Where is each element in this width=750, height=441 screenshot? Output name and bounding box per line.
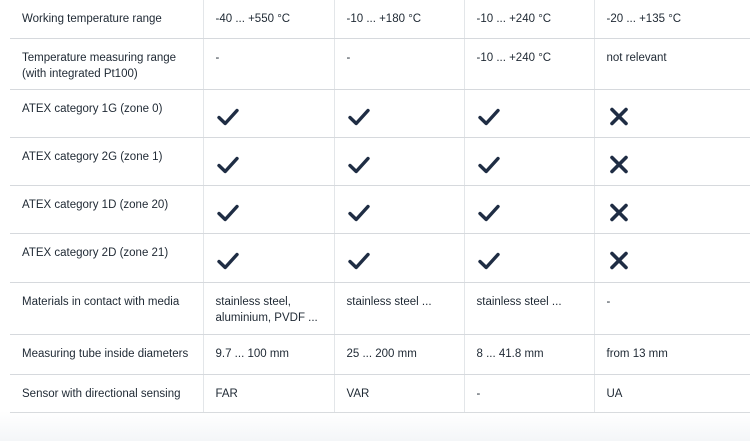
row-label: ATEX category 1G (zone 0): [10, 89, 203, 137]
table-cell: [203, 185, 334, 233]
table-cell: FAR: [203, 374, 334, 412]
check-icon: [347, 202, 371, 224]
row-label: Measuring tube inside diameters: [10, 334, 203, 374]
table-cell: [334, 233, 464, 282]
check-icon: [216, 250, 240, 272]
bottom-fade: [0, 411, 750, 441]
table-row-atex-1d: [10, 185, 750, 233]
row-label: Working temperature range: [10, 0, 203, 38]
table-row-measuring-tube-diameters: [10, 334, 750, 374]
table-cell: [594, 89, 750, 137]
table-cell: -: [203, 38, 334, 89]
check-icon: [347, 250, 371, 272]
table-cell: [203, 89, 334, 137]
row-label: Temperature measuring range (with integrated Pt100): [10, 38, 203, 89]
row-label: Materials in contact with media: [10, 282, 203, 334]
table-cell: 8 ... 41.8 mm: [464, 334, 594, 374]
cross-icon: [607, 250, 631, 272]
table-cell: [464, 185, 594, 233]
table-row-temperature-measuring-range: [10, 38, 750, 89]
table-cell: stainless steel, aluminium, PVDF ...: [203, 282, 334, 334]
check-icon: [347, 154, 371, 176]
table-cell: 25 ... 200 mm: [334, 334, 464, 374]
table-cell: VAR: [334, 374, 464, 412]
table-cell: UA: [594, 374, 750, 412]
table-cell: stainless steel ...: [334, 282, 464, 334]
check-icon: [216, 202, 240, 224]
table-cell: not relevant: [594, 38, 750, 89]
table-cell: from 13 mm: [594, 334, 750, 374]
table-cell: [464, 137, 594, 185]
check-icon: [477, 154, 501, 176]
check-icon: [477, 106, 501, 128]
row-label: ATEX category 1D (zone 20): [10, 185, 203, 233]
check-icon: [216, 154, 240, 176]
cross-icon: [607, 106, 631, 128]
check-icon: [347, 106, 371, 128]
table-cell: -10 ... +240 °C: [464, 38, 594, 89]
table-cell: [594, 185, 750, 233]
table-cell: -: [334, 38, 464, 89]
check-icon: [477, 250, 501, 272]
table-row-working-temperature-range: [10, 0, 750, 38]
comparison-table-body: [10, 0, 750, 412]
comparison-table: [10, 0, 750, 413]
table-row-atex-2g: [10, 137, 750, 185]
table-cell: [334, 89, 464, 137]
table-cell: [464, 233, 594, 282]
table-cell: [594, 137, 750, 185]
table-cell: -10 ... +180 °C: [334, 0, 464, 38]
table-cell: stainless steel ...: [464, 282, 594, 334]
table-cell: [594, 233, 750, 282]
table-cell: 9.7 ... 100 mm: [203, 334, 334, 374]
table-row-atex-2d: [10, 233, 750, 282]
table-cell: -40 ... +550 °C: [203, 0, 334, 38]
table-row-materials-in-contact: [10, 282, 750, 334]
table-cell: -20 ... +135 °C: [594, 0, 750, 38]
table-cell: [334, 185, 464, 233]
table-cell: [334, 137, 464, 185]
table-cell: [464, 89, 594, 137]
cross-icon: [607, 202, 631, 224]
check-icon: [216, 106, 240, 128]
cross-icon: [607, 154, 631, 176]
table-cell: -10 ... +240 °C: [464, 0, 594, 38]
table-cell: -: [594, 282, 750, 334]
table-row-atex-1g: [10, 89, 750, 137]
table-cell: [203, 233, 334, 282]
row-label: ATEX category 2G (zone 1): [10, 137, 203, 185]
table-cell: [203, 137, 334, 185]
table-row-sensor-directional-sensing: [10, 374, 750, 412]
row-label: Sensor with directional sensing: [10, 374, 203, 412]
check-icon: [477, 202, 501, 224]
table-cell: -: [464, 374, 594, 412]
row-label: ATEX category 2D (zone 21): [10, 233, 203, 282]
